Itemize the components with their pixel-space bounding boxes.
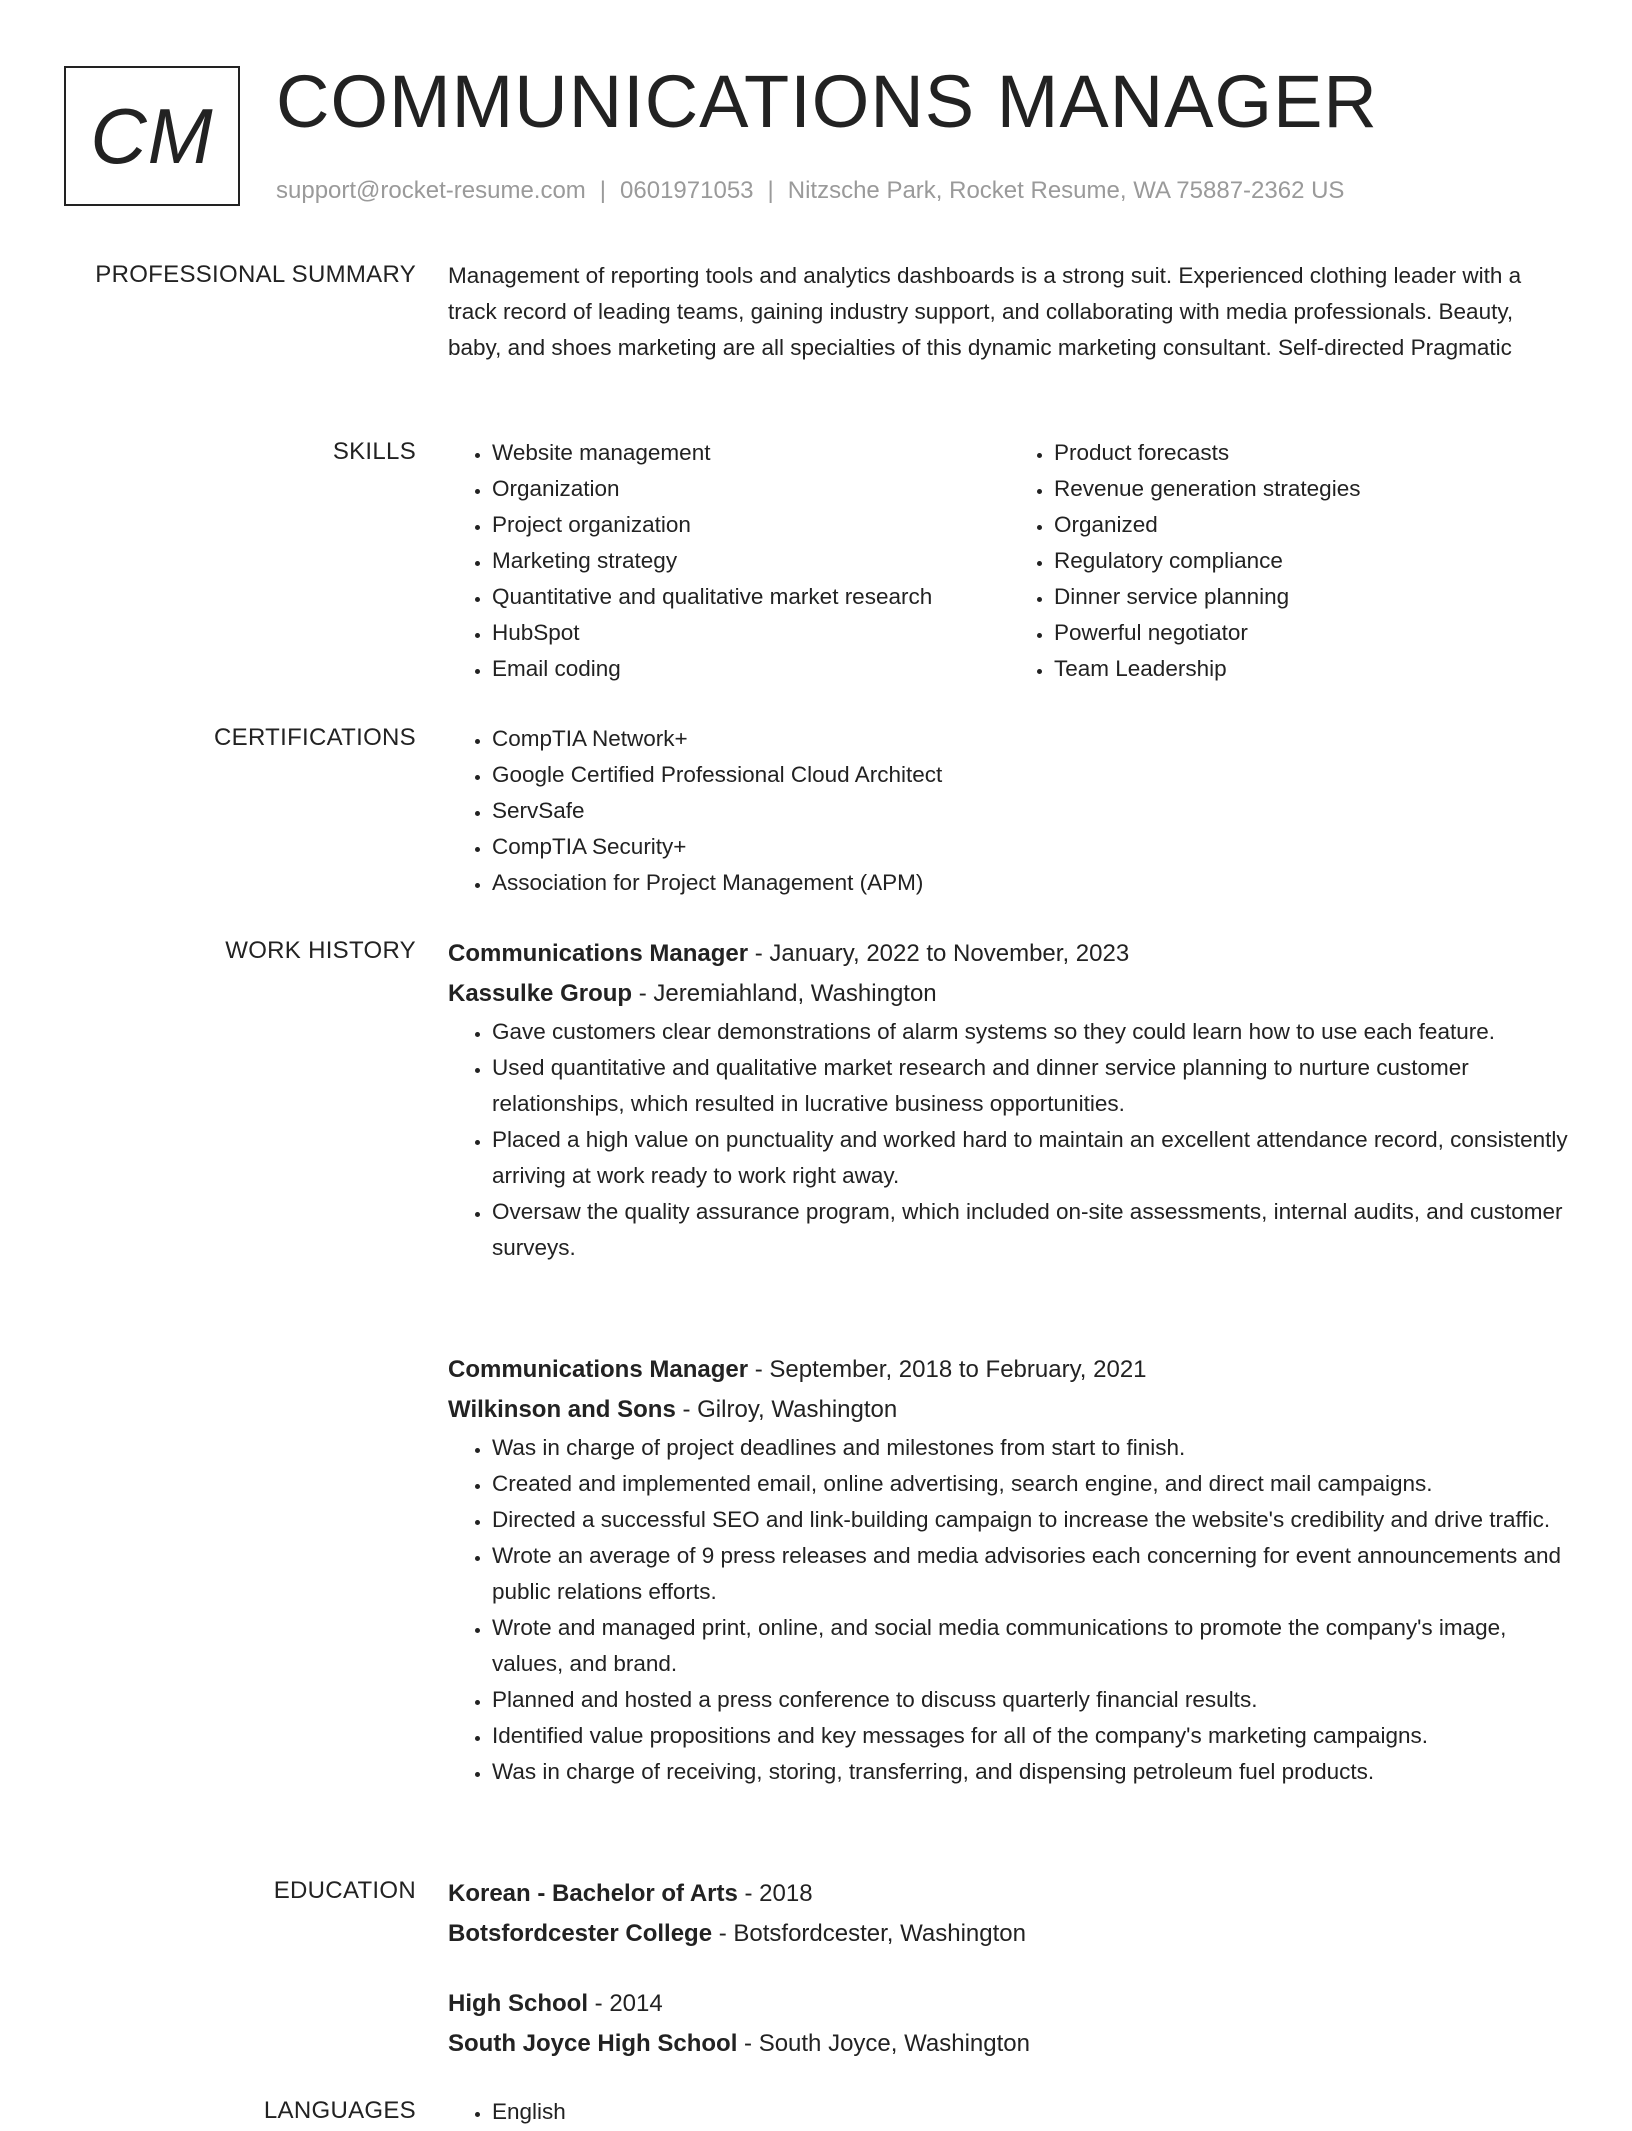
education-entry xyxy=(448,1874,1572,1954)
section-heading-education: EDUCATION xyxy=(273,1877,416,1904)
work-history-body xyxy=(448,934,1572,1266)
section-heading-skills: SKILLS xyxy=(332,438,416,465)
job-duty-item: • Identified value propositions and key messages for all of the company's marketing campaigns. xyxy=(492,1718,1572,1754)
job-duty-item: • Was in charge of receiving, storing, transferring, and dispensing petroleum fuel products. xyxy=(492,1754,1572,1790)
job-duty-item: • Oversaw the quality assurance program, which included on-site assessments, internal audits, and customer surveys. xyxy=(492,1194,1572,1266)
job-dates: - January, 2022 to November, 2023 xyxy=(748,940,1130,967)
job-duty-item: • Wrote an average of 9 press releases and media advisories each concerning for event announcements and public relations efforts. xyxy=(492,1538,1572,1610)
education-location: - Botsfordcester, Washington xyxy=(712,1920,1026,1947)
skill-item: • Regulatory compliance xyxy=(1054,543,1572,579)
education-degree-line xyxy=(448,1984,1572,2024)
skills-body xyxy=(448,435,1572,687)
job-location: - Jeremiahland, Washington xyxy=(632,980,937,1007)
skill-item: • Organized xyxy=(1054,507,1572,543)
skill-item: • Marketing strategy xyxy=(492,543,1010,579)
skills-list-right xyxy=(1010,435,1572,687)
section-heading-summary: PROFESSIONAL SUMMARY xyxy=(95,261,416,288)
certification-item: • CompTIA Security+ xyxy=(492,829,1572,865)
languages-list xyxy=(448,2094,1572,2130)
job-duty-item: • Gave customers clear demonstrations of alarm systems so they could learn how to use each feature. xyxy=(492,1014,1572,1050)
education-degree-line xyxy=(448,1874,1572,1914)
contact-email: support@rocket-resume.com xyxy=(276,177,586,204)
monogram-box xyxy=(64,66,240,206)
job-entry xyxy=(448,934,1572,1266)
skills-list-left xyxy=(448,435,1010,687)
contact-separator: | xyxy=(767,177,774,204)
education-school-line xyxy=(448,2024,1572,2064)
certification-item: • ServSafe xyxy=(492,793,1572,829)
section-heading-languages: LANGUAGES xyxy=(263,2097,416,2124)
job-company-line xyxy=(448,974,1572,1014)
skill-item: • Powerful negotiator xyxy=(1054,615,1572,651)
skill-item: • Email coding xyxy=(492,651,1010,687)
job-company: Wilkinson and Sons xyxy=(448,1396,676,1423)
job-title: Communications Manager xyxy=(448,940,749,967)
certifications-list xyxy=(448,721,1572,901)
education-year: - 2014 xyxy=(588,1990,663,2017)
job-duty-item: • Planned and hosted a press conference to discuss quarterly financial results. xyxy=(492,1682,1572,1718)
skill-item: • Revenue generation strategies xyxy=(1054,471,1572,507)
job-duty-item: • Placed a high value on punctuality and worked hard to maintain an excellent attendance record, consistently arriving at work ready to work right away. xyxy=(492,1122,1572,1194)
job-entry xyxy=(448,1350,1572,1790)
education-location: - South Joyce, Washington xyxy=(737,2030,1030,2057)
summary-body xyxy=(448,258,1572,366)
education-body xyxy=(448,1984,1572,2064)
section-heading-certifications: CERTIFICATIONS xyxy=(214,724,416,751)
job-duties-list xyxy=(448,1430,1572,1790)
certification-item: • Association for Project Management (APM) xyxy=(492,865,1572,901)
certification-item: • CompTIA Network+ xyxy=(492,721,1572,757)
skill-item: • Website management xyxy=(492,435,1010,471)
education-degree: Korean - Bachelor of Arts xyxy=(448,1880,738,1907)
contact-line xyxy=(276,176,1344,206)
skill-item: • HubSpot xyxy=(492,615,1010,651)
job-duty-item: • Used quantitative and qualitative market research and dinner service planning to nurture customer relationships, which resulted in lucrative business opportunities. xyxy=(492,1050,1572,1122)
summary-text: Management of reporting tools and analytics dashboards is a strong suit. Experienced clothing leader with a track record of leading teams, gaining industry support, and collaborating with media professionals. Beauty, baby, and shoes marketing are all specialties of this dynamic marketing consultant. Self-directed Pragmatic xyxy=(448,263,1522,360)
job-duty-item: • Created and implemented email, online advertising, search engine, and direct mail campaigns. xyxy=(492,1466,1572,1502)
certification-item: • Google Certified Professional Cloud Architect xyxy=(492,757,1572,793)
job-dates: - September, 2018 to February, 2021 xyxy=(748,1356,1147,1383)
job-location: - Gilroy, Washington xyxy=(675,1396,898,1423)
education-year: - 2018 xyxy=(737,1880,813,1907)
job-company-line xyxy=(448,1390,1572,1430)
skill-item: • Organization xyxy=(492,471,1010,507)
candidate-title: COMMUNICATIONS MANAGER xyxy=(276,60,1378,143)
education-entry xyxy=(448,1984,1572,2064)
skill-item: • Quantitative and qualitative market research xyxy=(492,579,1010,615)
job-title-line xyxy=(448,934,1572,974)
education-body xyxy=(448,1874,1572,1954)
education-degree: High School xyxy=(448,1990,588,2017)
job-title-line xyxy=(448,1350,1572,1390)
section-heading-work-history: WORK HISTORY xyxy=(225,937,416,964)
education-school: South Joyce High School xyxy=(448,2030,738,2057)
contact-separator: | xyxy=(599,177,607,204)
skill-item: • Team Leadership xyxy=(1054,651,1572,687)
job-title: Communications Manager xyxy=(448,1356,749,1383)
work-history-body xyxy=(448,1350,1572,1790)
monogram-initials: CM xyxy=(90,92,214,180)
job-duties-list xyxy=(448,1014,1572,1266)
languages-body xyxy=(448,2094,1572,2130)
contact-address: Nitzsche Park, Rocket Resume, WA 75887-2362 US xyxy=(787,177,1345,204)
language-item: • English xyxy=(492,2094,1572,2130)
skill-item: • Dinner service planning xyxy=(1054,579,1572,615)
certifications-body xyxy=(448,721,1572,901)
skill-item: • Product forecasts xyxy=(1054,435,1572,471)
contact-phone: 0601971053 xyxy=(620,177,754,204)
job-duty-item: • Wrote and managed print, online, and social media communications to promote the company's image, values, and brand. xyxy=(492,1610,1572,1682)
education-school-line xyxy=(448,1914,1572,1954)
job-duty-item: • Was in charge of project deadlines and milestones from start to finish. xyxy=(492,1430,1572,1466)
skill-item: • Project organization xyxy=(492,507,1010,543)
job-company: Kassulke Group xyxy=(448,980,633,1007)
job-duty-item: • Directed a successful SEO and link-building campaign to increase the website's credibility and drive traffic. xyxy=(492,1502,1572,1538)
education-school: Botsfordcester College xyxy=(448,1920,713,1947)
